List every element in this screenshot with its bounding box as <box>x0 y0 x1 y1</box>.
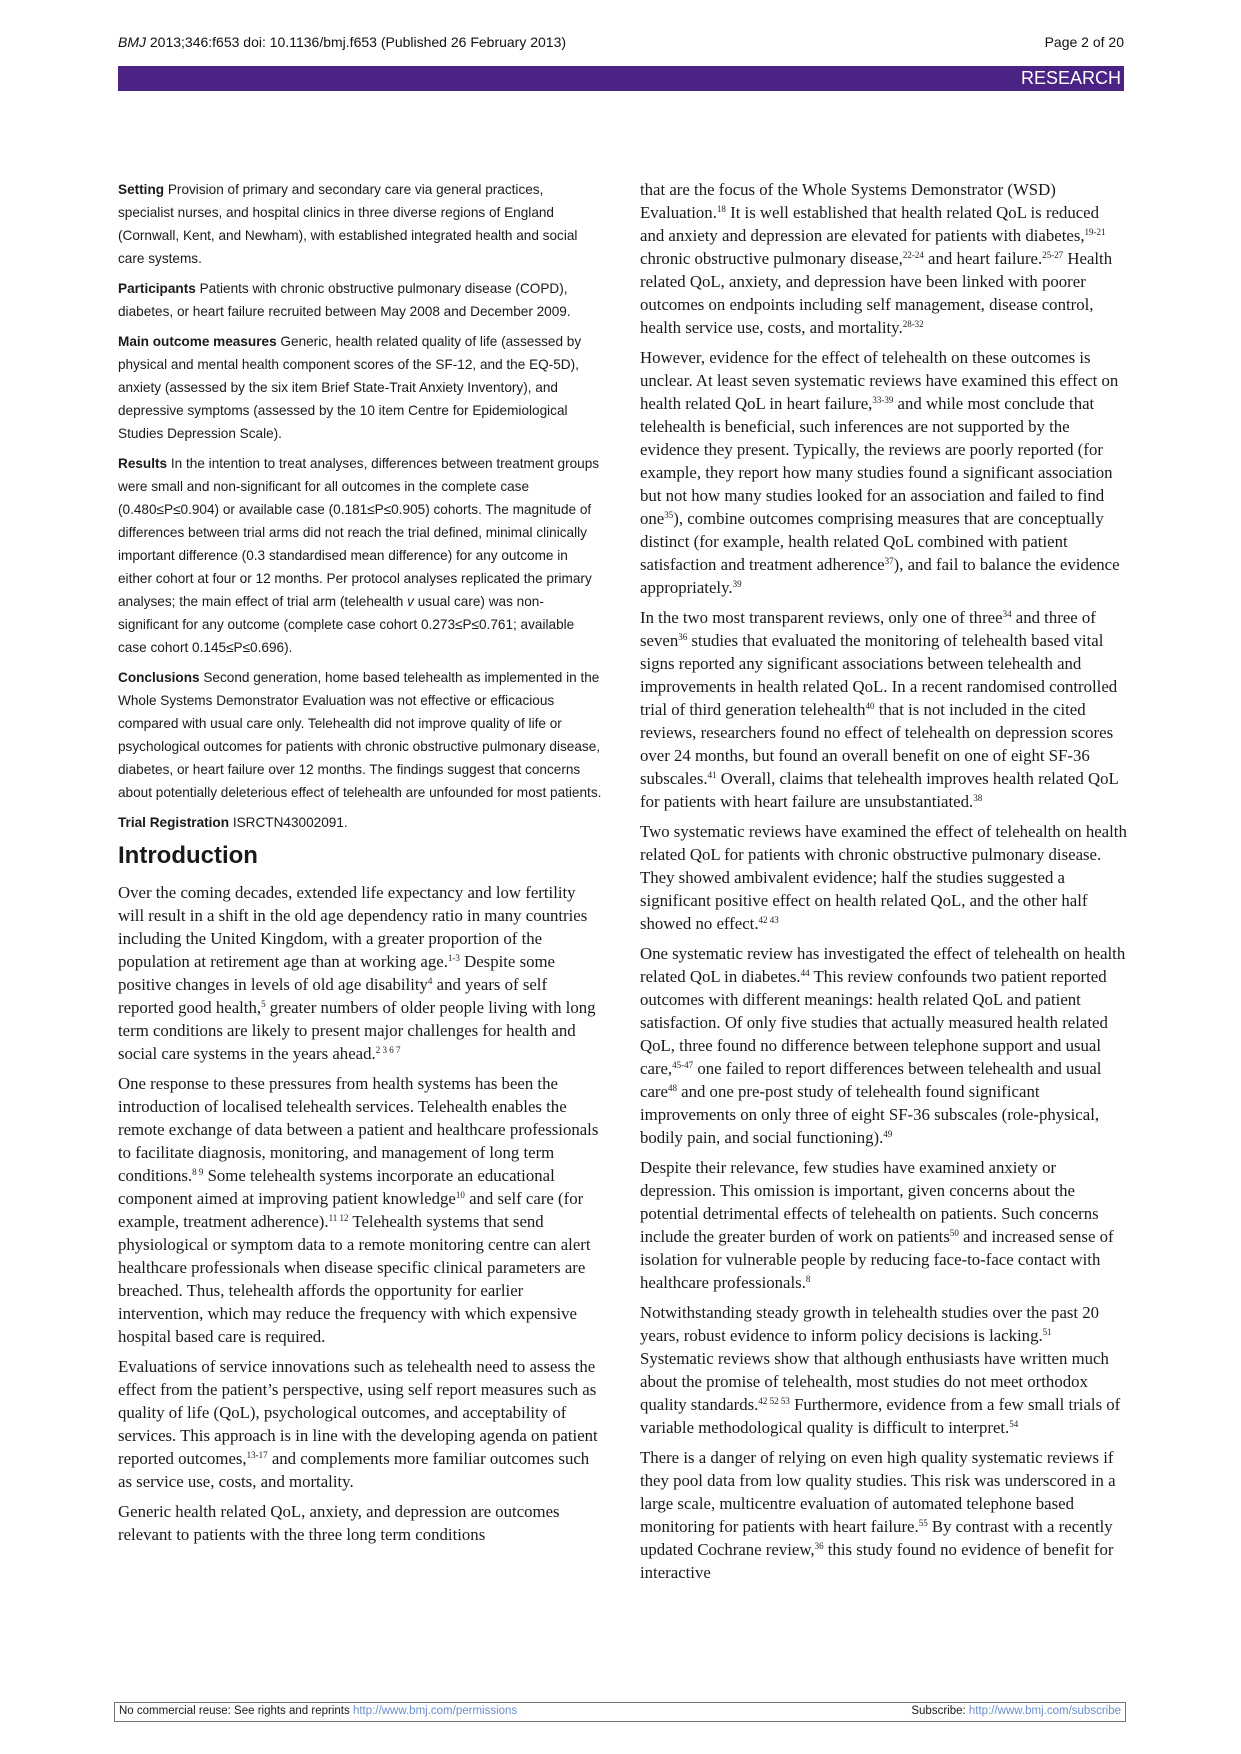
citation-ref: 55 <box>918 1518 928 1528</box>
body-paragraph <box>640 820 1127 935</box>
citation-line <box>118 34 566 50</box>
left-column <box>118 178 603 1553</box>
citation-ref: 36 <box>678 632 688 642</box>
citation-ref: 41 <box>707 770 717 780</box>
paragraph-text: and years of self reported good health, <box>118 975 548 1017</box>
paragraph-text: Two systematic reviews have examined the effect of telehealth on health related QoL for patients with chronic obstructive pulmonary disease. They showed ambivalent evidence; half the studies suggested a significant positive effect on health related QoL, and the other half showed no effect. <box>640 822 1127 933</box>
page-number: Page 2 of 20 <box>1044 34 1124 50</box>
citation-ref: 33-39 <box>872 395 894 405</box>
paragraph-text: Health related QoL, anxiety, and depression have been linked with poorer outcomes on endpoints including self management, disease control, health service use, costs, and mortality. <box>640 249 1113 337</box>
citation-ref: 8 <box>805 1274 811 1284</box>
paragraph-text: and one pre-post study of telehealth found significant improvements on only three of eight SF-36 subscales (role-physical, bodily pain, and social functioning). <box>640 1082 1100 1147</box>
paragraph-text: this study found no evidence of benefit for interactive <box>640 1540 1114 1582</box>
paragraph-text: It is well established that health related QoL is reduced and anxiety and depression are elevated for patients with diabetes, <box>640 203 1100 245</box>
paragraph-text: Systematic reviews show that although enthusiasts have written much about the promise of telehealth, most studies do not meet orthodox quality standards. <box>640 1349 1109 1414</box>
section-label: RESEARCH <box>1020 68 1121 88</box>
paragraph-text: that is not included in the cited reviews, researchers found no effect of telehealth on depression scores over 24 months, but found an overall benefit on one of eight SF-36 subscales. <box>640 700 1114 788</box>
body-paragraph <box>118 1500 603 1546</box>
journal-name: BMJ <box>118 34 146 50</box>
results-versus: v <box>407 594 414 609</box>
paragraph-text: In the two most transparent reviews, only one of three <box>640 608 1003 627</box>
abstract-setting <box>118 178 603 270</box>
paragraph-text: and three of seven <box>640 608 1096 650</box>
citation-ref: 11 12 <box>328 1213 349 1223</box>
citation-ref: 42 52 53 <box>758 1396 790 1406</box>
citation-ref: 48 <box>667 1083 677 1093</box>
paragraph-text: Despite some positive changes in levels of old age disability <box>118 952 555 994</box>
paragraph-text: This review confounds two patient reported outcomes with different meanings: health related QoL and patient satisfaction. Of only five studies that actually measured health related QoL, three found no difference between telephone support and usual care, <box>640 967 1108 1078</box>
abstract-registration <box>118 811 603 834</box>
paragraph-text: There is a danger of relying on even high quality systematic reviews if they pool data from low quality studies. This risk was underscored in a large scale, multicentre evaluation of automated telephone based monitoring for patients with heart failure. <box>640 1448 1116 1536</box>
citation-ref: 13-17 <box>246 1450 268 1460</box>
paragraph-text: that are the focus of the Whole Systems Demonstrator (WSD) Evaluation. <box>640 180 1056 222</box>
citation-ref: 28-32 <box>902 319 924 329</box>
citation-ref: 38 <box>973 793 983 803</box>
paragraph-text: and increased sense of isolation for vulnerable people by reducing face-to-face contact with healthcare professionals. <box>640 1227 1114 1292</box>
body-paragraph <box>118 1072 603 1348</box>
citation-text: 2013;346:f653 doi: 10.1136/bmj.f653 (Published 26 February 2013) <box>146 34 567 50</box>
outcomes-text: Generic, health related quality of life (assessed by physical and mental health component scores of the SF-12, and the EQ-5D), anxiety (assessed by the six item Brief State-Trait Anxiety Inventory), and depressive symptoms (assessed by the 10 item Centre for Epidemiological Studies Depression Scale). <box>118 334 582 441</box>
paragraph-text: One response to these pressures from health systems has been the introduction of localised telehealth services. Telehealth enables the remote exchange of data between a patient and healthcare professionals to facilitate diagnosis, monitoring, and management of long term conditions. <box>118 1074 599 1185</box>
conclusions-text: Second generation, home based telehealth as implemented in the Whole Systems Demonstrator Evaluation was not effective or efficacious compared with usual care only. Telehealth did not improve quality of life or psychological outcomes for patients with chronic obstructive pulmonary disease, diabetes, or heart failure over 12 months. The findings suggest that concerns about potentially deleterious effect of telehealth are unfounded for most patients. <box>118 670 602 800</box>
body-paragraph <box>640 1446 1127 1584</box>
running-header <box>118 34 1124 56</box>
participants-text: Patients with chronic obstructive pulmonary disease (COPD), diabetes, or heart failure recruited between May 2008 and December 2009. <box>118 281 571 319</box>
paragraph-text: Generic health related QoL, anxiety, and depression are outcomes relevant to patients with the three long term conditions <box>118 1502 560 1544</box>
body-paragraph <box>640 606 1127 813</box>
citation-ref: 44 <box>800 968 810 978</box>
citation-ref: 5 <box>261 999 266 1009</box>
paragraph-text: However, evidence for the effect of telehealth on these outcomes is unclear. At least seven systematic reviews have examined this effect on health related QoL in heart failure, <box>640 348 1119 413</box>
footer-subscribe-text: Subscribe: <box>911 1705 969 1717</box>
abstract-conclusions <box>118 666 603 804</box>
paragraph-text: studies that evaluated the monitoring of telehealth based vital signs reported any significant associations between telehealth and improvements in health related QoL. In a recent randomised controlled trial of third generation telehealth <box>640 631 1118 719</box>
citation-ref: 51 <box>1042 1327 1052 1337</box>
citation-ref: 22-24 <box>902 250 924 260</box>
permissions-link[interactable]: http://www.bmj.com/permissions <box>352 1705 518 1717</box>
paragraph-text: Notwithstanding steady growth in telehealth studies over the past 20 years, robust evidence to inform policy decisions is lacking. <box>640 1303 1100 1345</box>
footer <box>114 1702 1126 1722</box>
body-paragraph <box>640 346 1127 599</box>
citation-ref: 37 <box>884 556 894 566</box>
section-banner <box>118 66 1124 91</box>
citation-ref: 50 <box>949 1228 959 1238</box>
body-paragraph <box>118 881 603 1065</box>
body-paragraph <box>640 178 1127 339</box>
citation-ref: 2 3 6 7 <box>375 1045 401 1055</box>
paragraph-text: Some telehealth systems incorporate an educational component aimed at improving patient knowledge <box>118 1166 555 1208</box>
participants-label: Participants <box>118 281 196 296</box>
citation-ref: 10 <box>455 1190 465 1200</box>
abstract-results <box>118 452 603 659</box>
paragraph-text: ), and fail to balance the evidence appropriately. <box>640 555 1120 597</box>
subscribe-link[interactable]: http://www.bmj.com/subscribe <box>968 1705 1121 1717</box>
paragraph-text: chronic obstructive pulmonary disease, <box>640 249 903 268</box>
citation-ref: 40 <box>865 701 875 711</box>
outcomes-label: Main outcome measures <box>118 334 277 349</box>
introduction-heading: Introduction <box>118 842 258 869</box>
citation-ref: 8 9 <box>192 1167 204 1177</box>
paragraph-text: Over the coming decades, extended life expectancy and low fertility will result in a shift in the old age dependency ratio in many countries including the United Kingdom, with a greater proportion of the population at retirement age than at working age. <box>118 883 588 971</box>
paragraph-text: One systematic review has investigated the effect of telehealth on health related QoL in diabetes. <box>640 944 1126 986</box>
body-paragraph <box>118 1355 603 1493</box>
paragraph-text: and heart failure. <box>923 249 1043 268</box>
citation-ref: 1-3 <box>447 953 460 963</box>
paragraph-text: Furthermore, evidence from a few small trials of variable methodological quality is difficult to interpret. <box>640 1395 1121 1437</box>
citation-ref: 54 <box>1009 1419 1019 1429</box>
paragraph-text: Evaluations of service innovations such as telehealth need to assess the effect from the patient’s perspective, using self report measures such as quality of life (QoL), psychological outcomes, and acceptability of services. This approach is in line with the developing agenda on patient reported outcomes, <box>118 1357 598 1468</box>
paragraph-text: and while most conclude that telehealth is beneficial, such inferences are not supported by the evidence they present. Typically, the reviews are poorly reported (for example, they report how many studies found a significant association but not how many studies looked for an association and failed to find one <box>640 394 1113 528</box>
footer-rights <box>119 1705 517 1717</box>
paragraph-text: one failed to report differences between telehealth and usual care <box>640 1059 1102 1101</box>
paragraph-text: and self care (for example, treatment adherence). <box>118 1189 584 1231</box>
body-paragraph <box>640 1156 1127 1294</box>
paragraph-text: Overall, claims that telehealth improves health related QoL for patients with heart failure are unsubstantiated. <box>640 769 1119 811</box>
right-column <box>640 178 1127 1591</box>
body-paragraph <box>640 1301 1127 1439</box>
results-text-2: usual care) was non-significant for any outcome (complete case cohort 0.273≤P≤0.761; available case cohort 0.145≤P≤0.696). <box>118 594 575 655</box>
citation-ref: 39 <box>732 579 742 589</box>
citation-ref: 36 <box>814 1541 824 1551</box>
citation-ref: 45-47 <box>672 1060 694 1070</box>
abstract-outcomes <box>118 330 603 445</box>
paragraph-text: greater numbers of older people living with long term conditions are likely to present major challenges for health and social care systems in the years ahead. <box>118 998 596 1063</box>
citation-ref: 19-21 <box>1084 227 1106 237</box>
conclusions-label: Conclusions <box>118 670 200 685</box>
citation-ref: 34 <box>1002 609 1012 619</box>
abstract-participants <box>118 277 603 323</box>
results-text-1: In the intention to treat analyses, differences between treatment groups were small and non-significant for all outcomes in the complete case (0.480≤P≤0.904) or available case (0.181≤P≤0.905) cohorts. The magnitude of differences between trial arms did not reach the trial defined, minimal clinically important difference (0.3 standardised mean difference) for any outcome in either cohort at four or 12 months. Per protocol analyses replicated the primary analyses; the main effect of trial arm (telehealth <box>118 456 600 609</box>
citation-ref: 35 <box>664 510 674 520</box>
body-paragraph <box>640 942 1127 1149</box>
paragraph-text: Despite their relevance, few studies have examined anxiety or depression. This omission is important, given concerns about the potential detrimental effects of telehealth on patients. Such concerns include the greater burden of work on patients <box>640 1158 1099 1246</box>
registration-text: ISRCTN43002091. <box>229 815 348 830</box>
results-label: Results <box>118 456 168 471</box>
footer-subscribe <box>911 1705 1121 1717</box>
paragraph-text: By contrast with a recently updated Cochrane review, <box>640 1517 1113 1559</box>
setting-label: Setting <box>118 182 165 197</box>
paragraph-text: and complements more familiar outcomes such as service use, costs, and mortality. <box>118 1449 590 1491</box>
setting-text: Provision of primary and secondary care via general practices, specialist nurses, and hospital clinics in three diverse regions of England (Cornwall, Kent, and Newham), with established integrated health and social care systems. <box>118 182 578 266</box>
paragraph-text: Telehealth systems that send physiological or symptom data to a remote monitoring centre can alert healthcare professionals when disease specific clinical parameters are breached. Thus, telehealth affords the opportunity for earlier intervention, which may reduce the frequency with which expensive hospital based care is required. <box>118 1212 591 1346</box>
citation-ref: 4 <box>427 976 433 986</box>
citation-ref: 42 43 <box>758 915 779 925</box>
citation-ref: 18 <box>716 204 726 214</box>
citation-ref: 25-27 <box>1042 250 1064 260</box>
paragraph-text: ), combine outcomes comprising measures that are conceptually distinct (for example, health related QoL combined with patient satisfaction and treatment adherence <box>640 509 1104 574</box>
footer-rights-text: No commercial reuse: See rights and reprints <box>119 1705 353 1717</box>
citation-ref: 49 <box>883 1129 893 1139</box>
registration-label: Trial Registration <box>118 815 230 830</box>
